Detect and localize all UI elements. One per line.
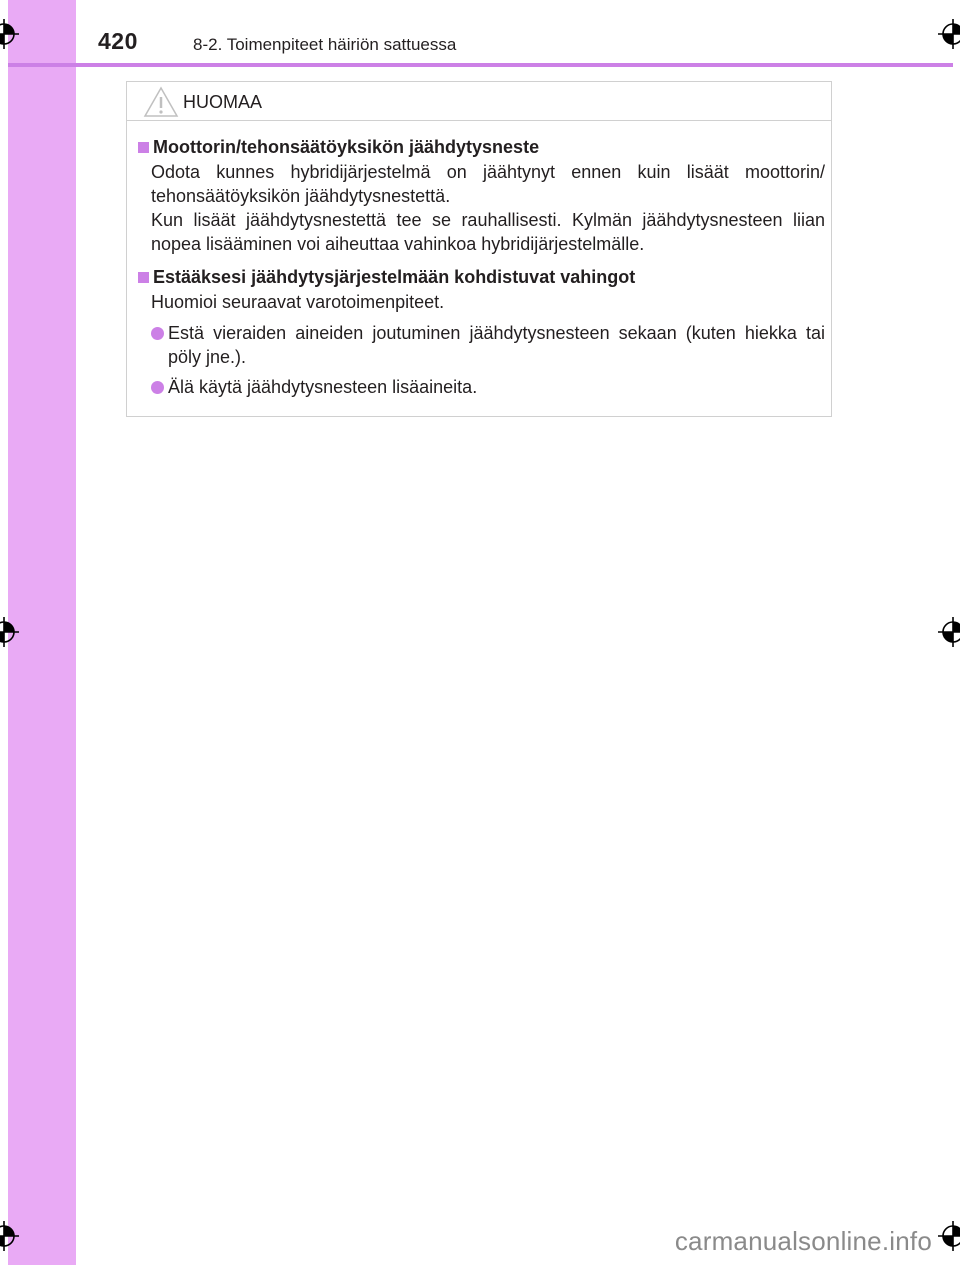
warning-triangle-icon xyxy=(143,86,179,118)
dot-bullet-icon xyxy=(151,381,164,394)
notice-section-damage-prevention xyxy=(135,264,825,399)
notice-title: HUOMAA xyxy=(183,92,263,112)
registration-mark-icon xyxy=(938,617,960,647)
square-bullet-icon xyxy=(138,142,149,153)
registration-mark-icon xyxy=(0,617,19,647)
list-item: Älä käytä jäähdytysnesteen lisäaineita. xyxy=(135,375,825,399)
section-heading: Moottorin/tehonsäätöyksikön jäähdytysneste xyxy=(153,137,540,157)
square-bullet-icon xyxy=(138,272,149,283)
notice-box xyxy=(126,81,832,417)
chapter-title: 8-2. Toimenpiteet häiriön sattuessa xyxy=(193,35,457,54)
section-paragraph: Odota kunnes hybridijärjestelmä on jäähtynyt ennen kuin lisäät moottorin/ tehonsäätöyksikön jäähdytysnestettä. xyxy=(151,162,825,206)
registration-mark-icon xyxy=(938,19,960,49)
notice-section-coolant xyxy=(135,134,825,256)
registration-mark-icon xyxy=(0,1221,19,1251)
notice-header xyxy=(127,82,831,121)
watermark-text: carmanualsonline.info xyxy=(674,1226,932,1256)
page-number: 420 xyxy=(98,28,138,54)
header-rule xyxy=(8,63,953,67)
dot-bullet-icon xyxy=(151,327,164,340)
registration-mark-icon xyxy=(938,1221,960,1251)
section-paragraph: Kun lisäät jäähdytysnestettä tee se rauhallisesti. Kylmän jäähdytysnesteen liian nopea lisääminen voi aiheuttaa vahinkoa hybridijärjestelmälle. xyxy=(151,210,825,254)
precaution-list xyxy=(135,321,825,399)
notice-body xyxy=(135,134,825,405)
section-paragraph: Huomioi seuraavat varotoimenpiteet. xyxy=(151,292,445,312)
list-item: Estä vieraiden aineiden joutuminen jäähdytysnesteen sekaan (kuten hiekka tai pöly jne.). xyxy=(135,321,825,369)
section-heading: Estääksesi jäähdytysjärjestelmään kohdistuvat vahingot xyxy=(153,267,636,287)
registration-mark-icon xyxy=(0,19,19,49)
